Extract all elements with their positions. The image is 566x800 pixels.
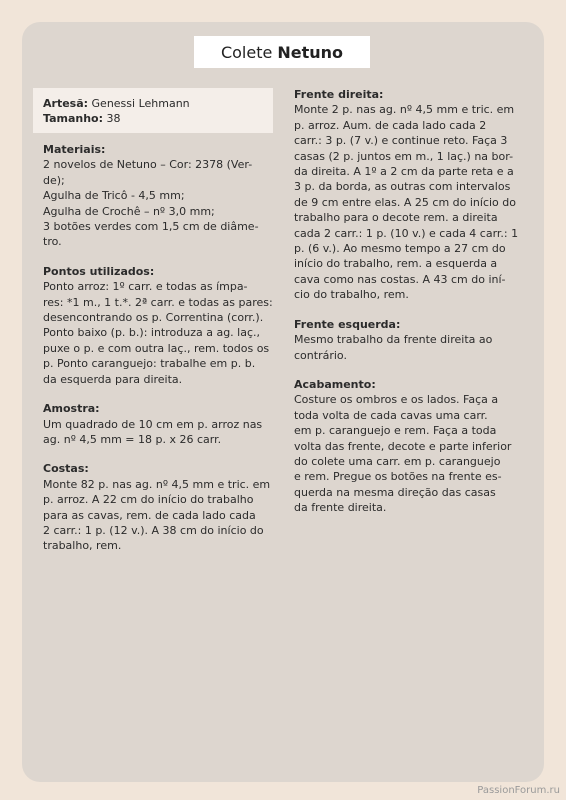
section-line: Mesmo trabalho da frente direita ao: [294, 333, 493, 347]
section-line: Um quadrado de 10 cm em p. arroz nas: [43, 417, 263, 431]
tamanho-row: [43, 111, 263, 126]
artesa-row: [43, 96, 263, 111]
tamanho-value: 38: [106, 112, 121, 125]
section-line: puxe o p. e com outra laç., rem. todos os: [43, 341, 270, 355]
section-line: p. arroz. Aum. de cada lado cada 2: [294, 118, 487, 132]
section-line: Ponto arroz: 1º carr. e todas as ímpa-: [43, 280, 248, 294]
section-heading: Materiais:: [43, 143, 106, 156]
section-line: da esquerda para direita.: [43, 372, 183, 386]
section-line: tro.: [43, 235, 62, 249]
section: [43, 142, 275, 250]
section-line: de);: [43, 173, 65, 187]
section-line: Monte 82 p. nas ag. nº 4,5 mm e tric. em: [43, 477, 271, 491]
artesa-value: Genessi Lehmann: [91, 97, 190, 110]
section-line: da direita. A 1º a 2 cm da parte reta e a: [294, 165, 514, 179]
section-line: 3 botões verdes com 1,5 cm de diâme-: [43, 220, 259, 234]
section-line: de 9 cm entre elas. A 25 cm do início do: [294, 195, 516, 209]
section-line: volta das frente, decote e parte inferior: [294, 439, 512, 453]
section-line: 2 carr.: 1 p. (12 v.). A 38 cm do início do: [43, 523, 264, 537]
section-line: 2 novelos de Netuno – Cor: 2378 (Ver-: [43, 158, 253, 172]
section-line: casas (2 p. juntos em m., 1 laç.) na bor-: [294, 149, 514, 163]
info-box: [33, 88, 273, 133]
section-line: Costure os ombros e os lados. Faça a: [294, 393, 499, 407]
section-line: Agulha de Tricô - 4,5 mm;: [43, 189, 185, 203]
right-column: [294, 87, 526, 530]
page-title: [194, 36, 370, 68]
section-line: querda na mesma direção das casas: [294, 485, 496, 499]
section-line: Monte 2 p. nas ag. nº 4,5 mm e tric. em: [294, 103, 515, 117]
watermark: PassionForum.ru: [477, 785, 560, 796]
section-line: cada 2 carr.: 1 p. (10 v.) e cada 4 carr.: 1: [294, 226, 519, 240]
section: [294, 377, 526, 516]
artesa-label: Artesã:: [43, 97, 89, 110]
section-line: Ponto baixo (p. b.): introduza a ag. laç.,: [43, 326, 261, 340]
section: [43, 264, 275, 387]
tamanho-label: Tamanho:: [43, 112, 104, 125]
section-line: toda volta de cada cavas uma carr.: [294, 408, 488, 422]
section-line: trabalho, rem.: [43, 539, 122, 553]
section-line: para as cavas, rem. de cada lado cada: [43, 508, 256, 522]
section-line: e rem. Pregue os botões na frente es-: [294, 470, 502, 484]
section-heading: Pontos utilizados:: [43, 264, 155, 278]
section-line: desencontrando os p. Correntina (corr.).: [43, 311, 264, 325]
section-line: em p. caranguejo e rem. Faça a toda: [294, 424, 497, 438]
section-line: da frente direita.: [294, 501, 387, 515]
section: [43, 401, 275, 447]
section-line: contrário.: [294, 348, 347, 362]
section-line: Agulha de Crochê – nº 3,0 mm;: [43, 204, 215, 218]
section-line: p. Ponto caranguejo: trabalhe em p. b.: [43, 357, 256, 371]
section-line: p. arroz. A 22 cm do início do trabalho: [43, 493, 254, 507]
title-light: Colete: [220, 42, 273, 62]
section-line: do colete uma carr. em p. caranguejo: [294, 454, 501, 468]
section-line: ag. nº 4,5 mm = 18 p. x 26 carr.: [43, 432, 222, 446]
section-heading: Frente esquerda:: [294, 317, 401, 331]
section-line: carr.: 3 p. (7 v.) e continue reto. Faça 3: [294, 134, 508, 148]
section-line: 3 p. da borda, as outras com intervalos: [294, 180, 511, 194]
section-line: início do trabalho, rem. a esquerda a: [294, 257, 498, 271]
section-heading: Acabamento:: [294, 377, 376, 391]
section-line: cio do trabalho, rem.: [294, 288, 409, 302]
section: [294, 317, 526, 363]
section-heading: Costas:: [43, 462, 89, 476]
section-line: p. (6 v.). Ao mesmo tempo a 27 cm do: [294, 242, 506, 256]
section-heading: Frente direita:: [294, 88, 384, 101]
title-bold: Netuno: [277, 42, 344, 62]
section: [43, 461, 275, 553]
section-line: trabalho para o decote rem. a direita: [294, 211, 498, 225]
section-heading: Amostra:: [43, 402, 100, 416]
left-column: [43, 142, 275, 568]
section: [294, 87, 526, 303]
section-line: cava como nas costas. A 43 cm do iní-: [294, 272, 506, 286]
section-line: res: *1 m., 1 t.*. 2ª carr. e todas as pares:: [43, 295, 273, 309]
